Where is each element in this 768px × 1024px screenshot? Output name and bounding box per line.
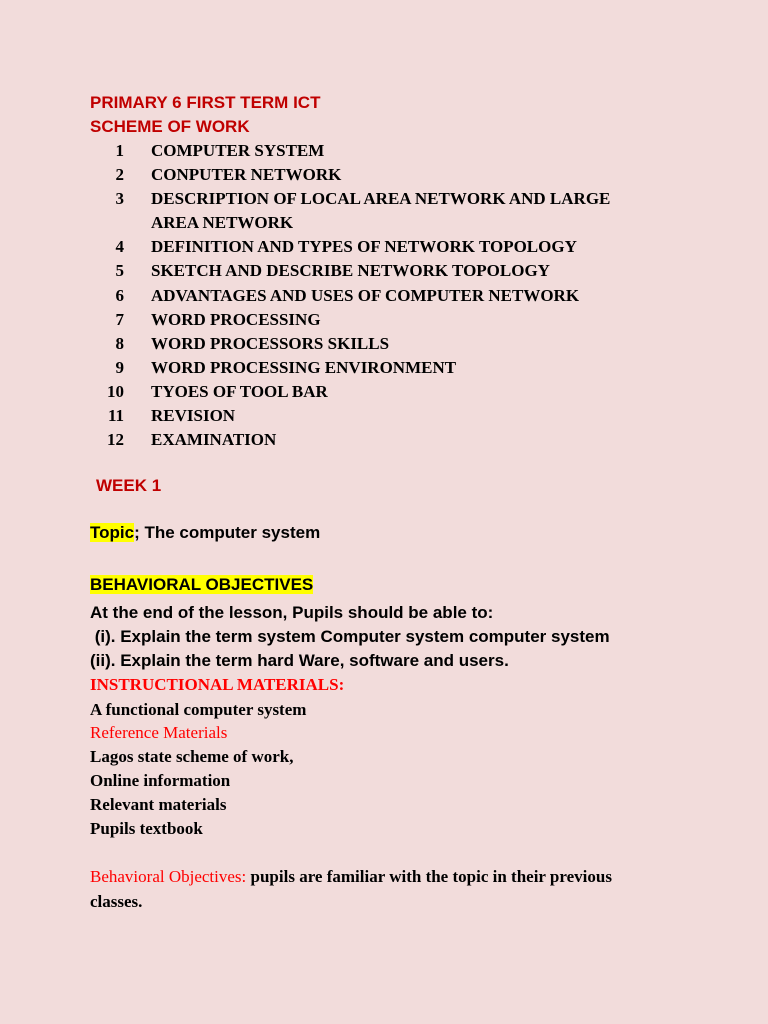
list-item-number: 7 <box>115 309 124 329</box>
list-item-number: 5 <box>115 261 124 281</box>
topic-label: Topic <box>90 523 135 542</box>
list-item <box>0 380 768 404</box>
list-item-text: DESCRIPTION OF LOCAL AREA NETWORK AND LARGE AREA NETWORK <box>151 189 611 233</box>
objectives-intro: At the end of the lesson, Pupils should be able to: <box>90 603 494 622</box>
list-item-text: DEFINITION AND TYPES OF NETWORK TOPOLOGY <box>151 237 577 257</box>
reference-item: Online information <box>90 771 231 790</box>
objective-item: (ii). Explain the term hard Ware, software and users. <box>90 651 509 670</box>
list-item-number: 4 <box>115 237 124 257</box>
reference-item: Lagos state scheme of work, <box>90 747 294 766</box>
reference-item: Relevant materials <box>90 795 227 814</box>
behavioral-objectives-heading <box>90 573 313 597</box>
list-item-text: EXAMINATION <box>151 430 277 450</box>
list-item-number: 3 <box>115 189 124 209</box>
list-item <box>0 428 768 452</box>
topic-text: ; The computer system <box>134 523 321 542</box>
scheme-of-work-list <box>0 139 768 452</box>
entry-behavior-label: Behavioral Objectives: <box>90 867 247 886</box>
list-item <box>0 308 768 332</box>
list-item <box>0 163 768 187</box>
week-heading: WEEK 1 <box>96 476 162 495</box>
document-subtitle: SCHEME OF WORK <box>90 117 250 136</box>
list-item-number: 12 <box>107 430 124 450</box>
list-item <box>0 235 768 259</box>
topic-line <box>90 521 320 545</box>
list-item-text: SKETCH AND DESCRIBE NETWORK TOPOLOGY <box>151 261 550 281</box>
behavioral-objectives-heading-text: BEHAVIORAL OBJECTIVES <box>90 575 314 594</box>
list-item-text: WORD PROCESSING ENVIRONMENT <box>151 357 457 377</box>
list-item <box>0 259 768 283</box>
list-item-number: 6 <box>115 285 124 305</box>
list-item-text: WORD PROCESSING <box>151 309 321 329</box>
list-item-number: 1 <box>115 141 124 160</box>
list-item-number: 11 <box>107 406 124 426</box>
list-item-number: 2 <box>115 165 124 185</box>
list-item-number: 10 <box>107 381 124 401</box>
list-item <box>0 356 768 380</box>
list-item-number: 8 <box>115 333 124 353</box>
list-item <box>0 332 768 356</box>
objective-item: (i). Explain the term system Computer system computer system <box>90 627 610 646</box>
list-item-number: 9 <box>115 357 124 377</box>
list-item-text: REVISION <box>151 406 236 426</box>
document-title: PRIMARY 6 FIRST TERM ICT <box>90 93 321 112</box>
reference-materials-heading: Reference Materials <box>90 723 228 742</box>
list-item-text: ADVANTAGES AND USES OF COMPUTER NETWORK <box>151 285 580 305</box>
reference-item: Pupils textbook <box>90 819 203 838</box>
list-item <box>0 284 768 308</box>
list-item-text: TYOES OF TOOL BAR <box>151 381 328 401</box>
list-item <box>0 187 768 235</box>
list-item <box>0 139 768 163</box>
instructional-materials-text: A functional computer system <box>90 700 307 719</box>
entry-behavior-text: pupils are familiar with the topic in their previous classes. <box>90 867 612 911</box>
list-item <box>0 404 768 428</box>
list-item-text: CONPUTER NETWORK <box>151 165 342 185</box>
list-item-text: WORD PROCESSORS SKILLS <box>151 333 390 353</box>
instructional-materials-heading: INSTRUCTIONAL MATERIALS: <box>90 675 345 694</box>
list-item-text: COMPUTER SYSTEM <box>151 141 325 160</box>
entry-behavior-paragraph <box>90 864 660 914</box>
